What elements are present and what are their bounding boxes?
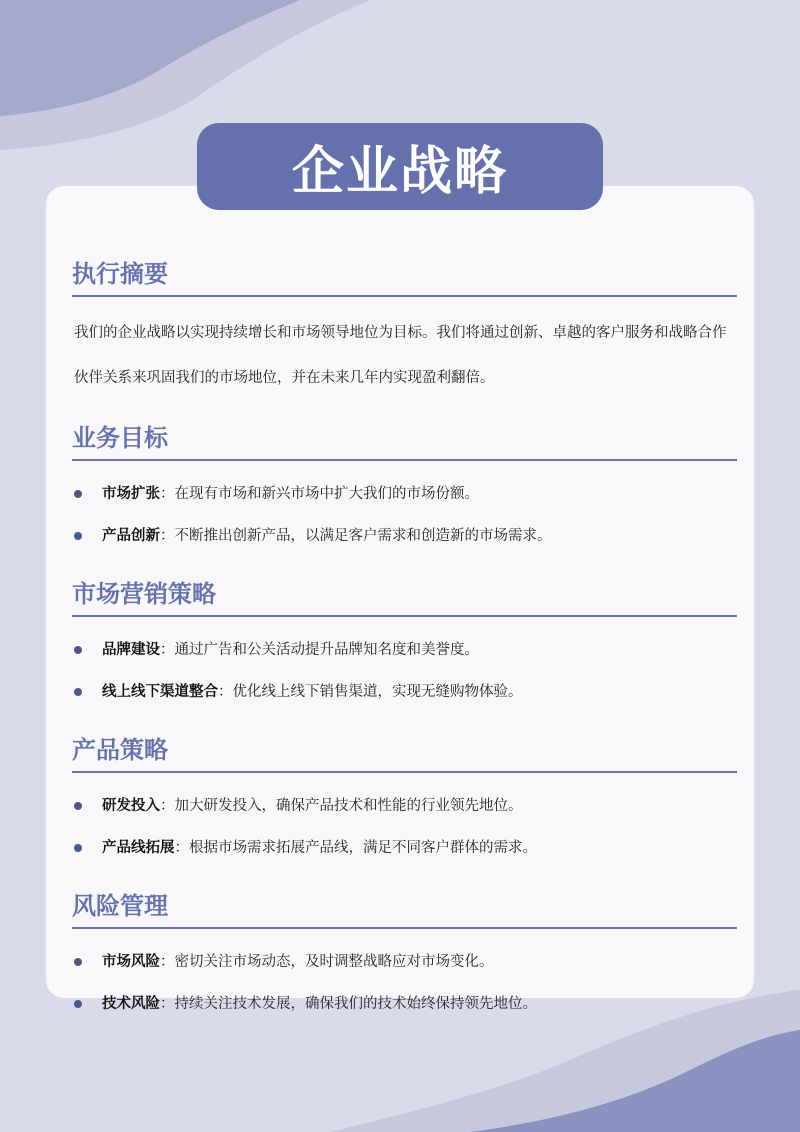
bullet-icon bbox=[74, 802, 82, 810]
item-label: 线上线下渠道整合 bbox=[102, 684, 218, 700]
item-label: 技术风险 bbox=[102, 996, 160, 1012]
item-label: 市场扩张 bbox=[102, 486, 160, 502]
section-heading: 市场营销策略 bbox=[72, 578, 737, 617]
bullet-icon bbox=[74, 646, 82, 654]
item-label: 产品创新 bbox=[102, 528, 160, 544]
bullet-icon bbox=[74, 688, 82, 696]
bullet-icon bbox=[74, 844, 82, 852]
section-business-goals bbox=[72, 422, 737, 557]
item-text: ：根据市场需求拓展产品线，满足不同客户群体的需求。 bbox=[174, 840, 537, 856]
bullet-icon bbox=[74, 1000, 82, 1008]
item-text: ：持续关注技术发展，确保我们的技术始终保持领先地位。 bbox=[160, 996, 537, 1012]
bullet-list bbox=[72, 785, 737, 869]
bullet-icon bbox=[74, 490, 82, 498]
section-marketing-strategy bbox=[72, 578, 737, 713]
section-paragraph: 我们的企业战略以实现持续增长和市场领导地位为目标。我们将通过创新、卓越的客户服务和战略合作伙伴关系来巩固我们的市场地位，并在未来几年内实现盈利翻倍。 bbox=[74, 325, 727, 386]
list-item bbox=[72, 941, 737, 983]
bullet-icon bbox=[74, 532, 82, 540]
list-item bbox=[72, 515, 737, 557]
list-item bbox=[72, 671, 737, 713]
item-text: ：优化线上线下销售渠道，实现无缝购物体验。 bbox=[218, 684, 523, 700]
section-executive-summary bbox=[72, 258, 737, 401]
item-text: ：不断推出创新产品，以满足客户需求和创造新的市场需求。 bbox=[160, 528, 552, 544]
item-label: 市场风险 bbox=[102, 954, 160, 970]
item-text: ：通过广告和公关活动提升品牌知名度和美誉度。 bbox=[160, 642, 479, 658]
title-banner bbox=[197, 123, 603, 210]
item-label: 产品线拓展 bbox=[102, 840, 175, 856]
section-heading: 风险管理 bbox=[72, 890, 737, 929]
section-heading: 业务目标 bbox=[72, 422, 737, 461]
section-risk-management bbox=[72, 890, 737, 1025]
section-heading: 执行摘要 bbox=[72, 258, 737, 297]
bullet-list bbox=[72, 629, 737, 713]
list-item bbox=[72, 827, 737, 869]
item-label: 品牌建设 bbox=[102, 642, 160, 658]
item-label: 研发投入 bbox=[102, 798, 160, 814]
item-text: ：在现有市场和新兴市场中扩大我们的市场份额。 bbox=[160, 486, 479, 502]
section-heading: 产品策略 bbox=[72, 734, 737, 773]
list-item bbox=[72, 473, 737, 515]
list-item bbox=[72, 983, 737, 1025]
section-product-strategy bbox=[72, 734, 737, 869]
page-title: 企业战略 bbox=[291, 142, 508, 202]
item-text: ：加大研发投入，确保产品技术和性能的行业领先地位。 bbox=[160, 798, 523, 814]
document-body bbox=[72, 258, 737, 1025]
list-item bbox=[72, 629, 737, 671]
bullet-icon bbox=[74, 958, 82, 966]
item-text: ：密切关注市场动态，及时调整战略应对市场变化。 bbox=[160, 954, 494, 970]
list-item bbox=[72, 785, 737, 827]
bullet-list bbox=[72, 473, 737, 557]
bullet-list bbox=[72, 941, 737, 1025]
